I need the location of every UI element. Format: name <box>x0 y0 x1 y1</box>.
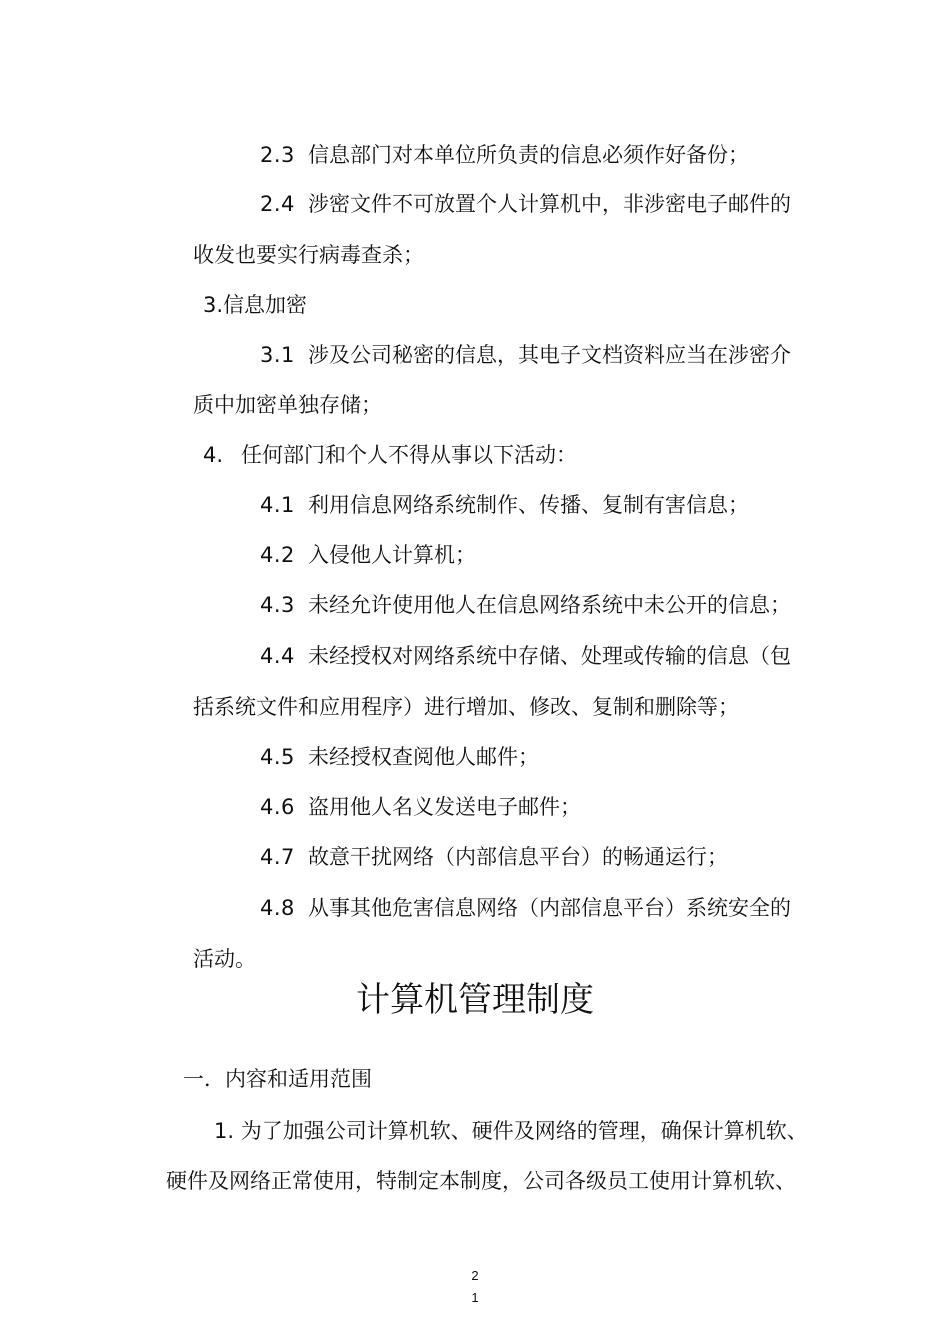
item-number: 4.1 <box>260 493 295 517</box>
item-2-4-continuation: 收发也要实行病毒查杀； <box>193 243 424 267</box>
item-number: 4.8 <box>260 896 295 920</box>
item-text: 涉及公司秘密的信息，其电子文档资料应当在涉密介 <box>308 343 791 367</box>
item-text: 利用信息网络系统制作、传播、复制有害信息； <box>308 493 749 517</box>
paragraph-1-line-1: 1. 为了加强公司计算机软、硬件及网络的管理，确保计算机软、 <box>214 1119 808 1143</box>
item-4-3 <box>260 590 791 620</box>
item-number: 4.3 <box>260 593 295 617</box>
item-number: 4.7 <box>260 845 295 869</box>
item-number: 2.3 <box>260 143 295 167</box>
item-number: 4.5 <box>260 745 295 769</box>
item-text: 涉密文件不可放置个人计算机中，非涉密电子邮件的 <box>308 192 791 216</box>
heading-3: 3.信息加密 <box>203 293 308 317</box>
item-2-4 <box>260 189 791 219</box>
item-4-2 <box>260 540 476 570</box>
item-text: 入侵他人计算机； <box>308 543 476 567</box>
item-4-1 <box>260 490 749 520</box>
item-number: 4. <box>203 443 224 467</box>
item-text: 未经授权对网络系统中存储、处理或传输的信息（包 <box>308 644 791 668</box>
item-text: 从事其他危害信息网络（内部信息平台）系统安全的 <box>308 896 791 920</box>
item-number: 4.2 <box>260 543 295 567</box>
item-text: 信息部门对本单位所负责的信息必须作好备份； <box>308 143 749 167</box>
item-3-1 <box>260 340 791 370</box>
item-number: 2.4 <box>260 192 295 216</box>
heading-4 <box>203 440 577 470</box>
item-4-7 <box>260 842 728 872</box>
section-title: 计算机管理制度 <box>356 980 594 1020</box>
page-number-bottom: 1 <box>471 1290 479 1305</box>
item-4-5 <box>260 742 539 772</box>
item-3-1-continuation: 质中加密单独存储； <box>193 393 382 417</box>
item-number: 4.6 <box>260 795 295 819</box>
item-text: 未经允许使用他人在信息网络系统中未公开的信息； <box>308 593 791 617</box>
item-number: 4.4 <box>260 644 295 668</box>
item-4-8-continuation: 活动。 <box>193 947 256 971</box>
item-4-6 <box>260 792 581 822</box>
page-number-top: 2 <box>471 1268 479 1283</box>
section-heading-1: 一．内容和适用范围 <box>183 1067 372 1091</box>
item-4-4-continuation: 括系统文件和应用程序）进行增加、修改、复制和删除等； <box>193 695 739 719</box>
item-number: 3.1 <box>260 343 295 367</box>
item-4-4 <box>260 641 791 671</box>
item-text: 盗用他人名义发送电子邮件； <box>308 795 581 819</box>
item-text: 未经授权查阅他人邮件； <box>308 745 539 769</box>
item-text: 任何部门和个人不得从事以下活动： <box>241 443 577 467</box>
item-4-8 <box>260 893 791 923</box>
paragraph-1-line-2: 硬件及网络正常使用，特制定本制度，公司各级员工使用计算机软、 <box>166 1169 796 1193</box>
item-2-3 <box>260 140 749 170</box>
item-text: 故意干扰网络（内部信息平台）的畅通运行； <box>308 845 728 869</box>
